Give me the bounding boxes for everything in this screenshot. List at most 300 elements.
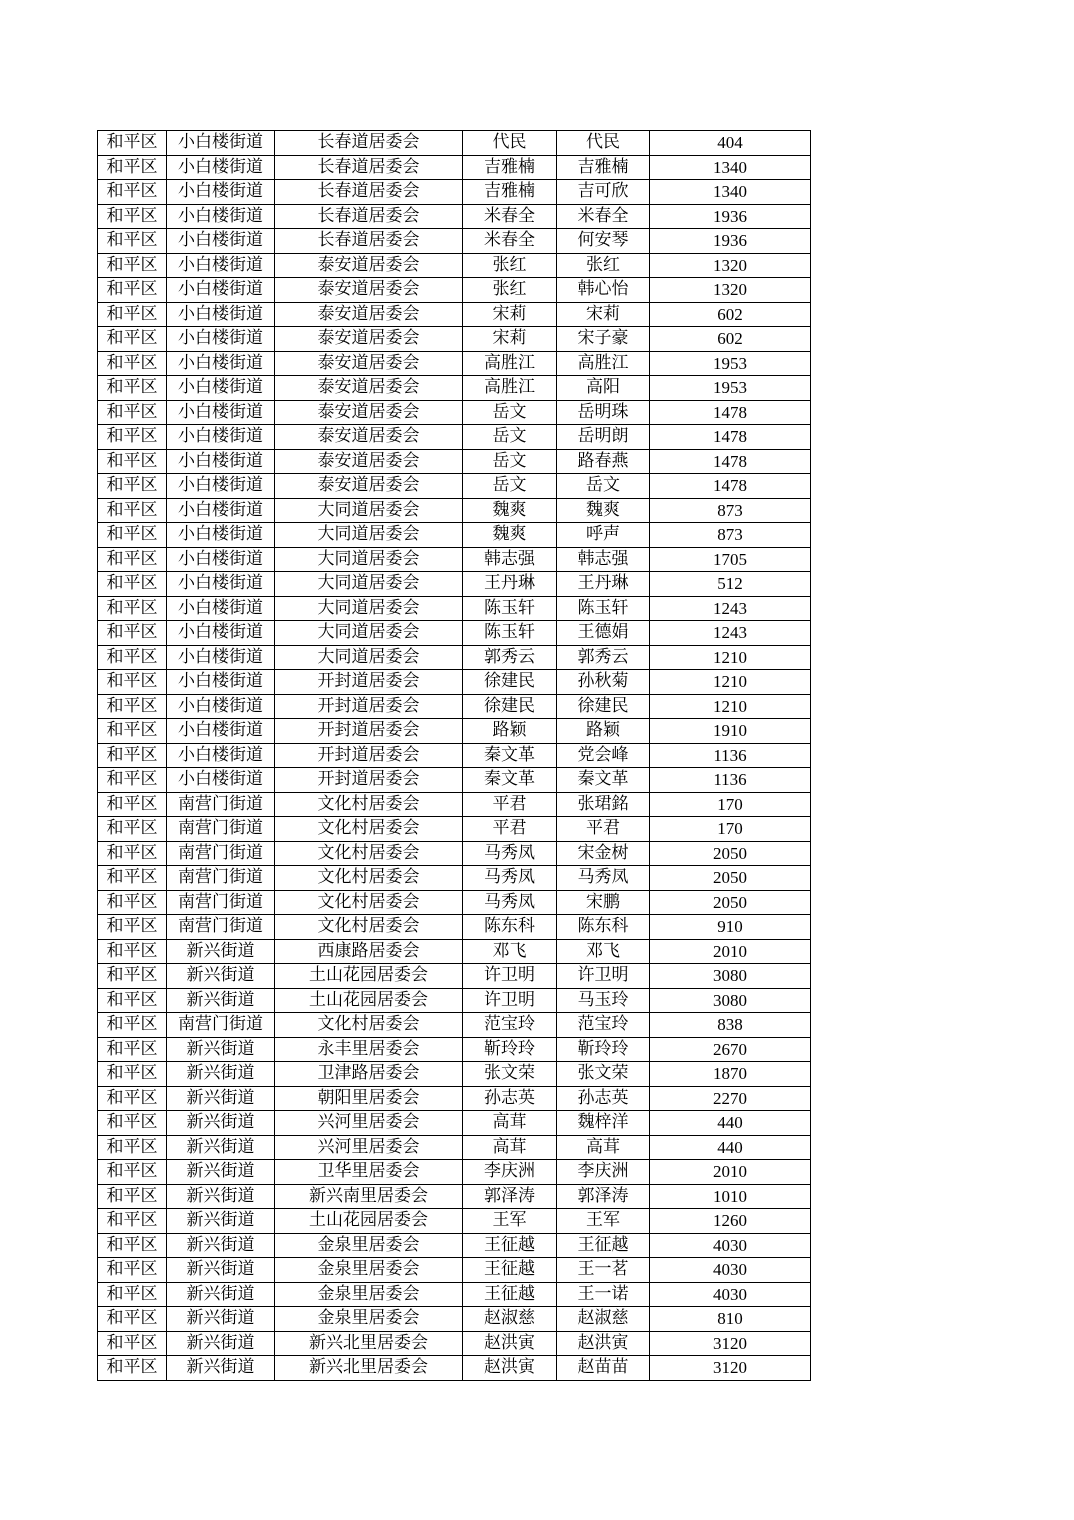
member-cell: 王一茗 <box>557 1258 650 1283</box>
applicant-cell: 范宝玲 <box>463 1013 557 1038</box>
street-cell: 小白楼街道 <box>167 572 275 597</box>
committee-cell: 长春道居委会 <box>275 131 463 156</box>
street-cell: 小白楼街道 <box>167 278 275 303</box>
street-cell: 小白楼街道 <box>167 131 275 156</box>
amount-cell: 2010 <box>650 939 811 964</box>
district-cell: 和平区 <box>98 719 167 744</box>
amount-cell: 440 <box>650 1111 811 1136</box>
amount-cell: 2270 <box>650 1086 811 1111</box>
street-cell: 南营门街道 <box>167 817 275 842</box>
applicant-cell: 张红 <box>463 253 557 278</box>
street-cell: 新兴街道 <box>167 988 275 1013</box>
table-row <box>98 302 811 327</box>
amount-cell: 1320 <box>650 253 811 278</box>
spreadsheet-page <box>97 130 811 1381</box>
amount-cell: 602 <box>650 302 811 327</box>
member-cell: 高茸 <box>557 1135 650 1160</box>
district-cell: 和平区 <box>98 253 167 278</box>
applicant-cell: 吉雅楠 <box>463 180 557 205</box>
committee-cell: 文化村居委会 <box>275 915 463 940</box>
committee-cell: 泰安道居委会 <box>275 253 463 278</box>
district-cell: 和平区 <box>98 1062 167 1087</box>
member-cell: 陈东科 <box>557 915 650 940</box>
amount-cell: 1953 <box>650 351 811 376</box>
committee-cell: 文化村居委会 <box>275 841 463 866</box>
applicant-cell: 陈玉轩 <box>463 596 557 621</box>
table-row <box>98 1111 811 1136</box>
table-row <box>98 694 811 719</box>
applicant-cell: 宋莉 <box>463 302 557 327</box>
district-cell: 和平区 <box>98 694 167 719</box>
table-body <box>98 131 811 1381</box>
district-cell: 和平区 <box>98 1160 167 1185</box>
member-cell: 宋鹏 <box>557 890 650 915</box>
street-cell: 新兴街道 <box>167 1037 275 1062</box>
amount-cell: 170 <box>650 792 811 817</box>
committee-cell: 开封道居委会 <box>275 670 463 695</box>
committee-cell: 文化村居委会 <box>275 890 463 915</box>
district-cell: 和平区 <box>98 498 167 523</box>
member-cell: 高阳 <box>557 376 650 401</box>
applicant-cell: 陈东科 <box>463 915 557 940</box>
committee-cell: 开封道居委会 <box>275 743 463 768</box>
street-cell: 南营门街道 <box>167 890 275 915</box>
district-cell: 和平区 <box>98 425 167 450</box>
street-cell: 新兴街道 <box>167 1331 275 1356</box>
applicant-cell: 邓飞 <box>463 939 557 964</box>
amount-cell: 1260 <box>650 1209 811 1234</box>
applicant-cell: 高胜江 <box>463 351 557 376</box>
member-cell: 米春全 <box>557 204 650 229</box>
amount-cell: 1210 <box>650 645 811 670</box>
applicant-cell: 魏爽 <box>463 498 557 523</box>
member-cell: 党会峰 <box>557 743 650 768</box>
district-cell: 和平区 <box>98 817 167 842</box>
amount-cell: 1320 <box>650 278 811 303</box>
table-row <box>98 229 811 254</box>
district-cell: 和平区 <box>98 400 167 425</box>
committee-cell: 开封道居委会 <box>275 694 463 719</box>
street-cell: 小白楼街道 <box>167 376 275 401</box>
committee-cell: 长春道居委会 <box>275 229 463 254</box>
member-cell: 王征越 <box>557 1233 650 1258</box>
committee-cell: 金泉里居委会 <box>275 1282 463 1307</box>
committee-cell: 土山花园居委会 <box>275 1209 463 1234</box>
district-cell: 和平区 <box>98 180 167 205</box>
member-cell: 马玉玲 <box>557 988 650 1013</box>
member-cell: 路颖 <box>557 719 650 744</box>
street-cell: 小白楼街道 <box>167 719 275 744</box>
table-row <box>98 1184 811 1209</box>
amount-cell: 1243 <box>650 596 811 621</box>
table-row <box>98 890 811 915</box>
committee-cell: 文化村居委会 <box>275 817 463 842</box>
applicant-cell: 宋莉 <box>463 327 557 352</box>
district-cell: 和平区 <box>98 376 167 401</box>
table-row <box>98 278 811 303</box>
applicant-cell: 张红 <box>463 278 557 303</box>
street-cell: 小白楼街道 <box>167 351 275 376</box>
member-cell: 马秀凤 <box>557 866 650 891</box>
table-row <box>98 817 811 842</box>
member-cell: 靳玲玲 <box>557 1037 650 1062</box>
committee-cell: 泰安道居委会 <box>275 474 463 499</box>
data-table <box>97 130 811 1381</box>
applicant-cell: 米春全 <box>463 204 557 229</box>
amount-cell: 1136 <box>650 768 811 793</box>
street-cell: 新兴街道 <box>167 1111 275 1136</box>
committee-cell: 兴河里居委会 <box>275 1111 463 1136</box>
street-cell: 新兴街道 <box>167 1307 275 1332</box>
district-cell: 和平区 <box>98 1086 167 1111</box>
district-cell: 和平区 <box>98 1037 167 1062</box>
member-cell: 代民 <box>557 131 650 156</box>
committee-cell: 泰安道居委会 <box>275 302 463 327</box>
street-cell: 南营门街道 <box>167 841 275 866</box>
district-cell: 和平区 <box>98 547 167 572</box>
street-cell: 小白楼街道 <box>167 596 275 621</box>
amount-cell: 1340 <box>650 180 811 205</box>
amount-cell: 3080 <box>650 964 811 989</box>
applicant-cell: 马秀凤 <box>463 841 557 866</box>
committee-cell: 新兴南里居委会 <box>275 1184 463 1209</box>
amount-cell: 2050 <box>650 890 811 915</box>
amount-cell: 3120 <box>650 1331 811 1356</box>
applicant-cell: 陈玉轩 <box>463 621 557 646</box>
applicant-cell: 岳文 <box>463 425 557 450</box>
table-row <box>98 743 811 768</box>
street-cell: 小白楼街道 <box>167 180 275 205</box>
member-cell: 宋莉 <box>557 302 650 327</box>
amount-cell: 810 <box>650 1307 811 1332</box>
district-cell: 和平区 <box>98 866 167 891</box>
district-cell: 和平区 <box>98 890 167 915</box>
street-cell: 南营门街道 <box>167 915 275 940</box>
member-cell: 孙秋菊 <box>557 670 650 695</box>
table-row <box>98 547 811 572</box>
committee-cell: 开封道居委会 <box>275 719 463 744</box>
member-cell: 陈玉轩 <box>557 596 650 621</box>
district-cell: 和平区 <box>98 1209 167 1234</box>
street-cell: 小白楼街道 <box>167 523 275 548</box>
applicant-cell: 马秀凤 <box>463 866 557 891</box>
committee-cell: 土山花园居委会 <box>275 964 463 989</box>
district-cell: 和平区 <box>98 743 167 768</box>
district-cell: 和平区 <box>98 204 167 229</box>
table-row <box>98 841 811 866</box>
street-cell: 小白楼街道 <box>167 670 275 695</box>
member-cell: 岳文 <box>557 474 650 499</box>
committee-cell: 金泉里居委会 <box>275 1258 463 1283</box>
member-cell: 许卫明 <box>557 964 650 989</box>
committee-cell: 长春道居委会 <box>275 204 463 229</box>
table-row <box>98 351 811 376</box>
member-cell: 邓飞 <box>557 939 650 964</box>
street-cell: 小白楼街道 <box>167 743 275 768</box>
committee-cell: 朝阳里居委会 <box>275 1086 463 1111</box>
amount-cell: 440 <box>650 1135 811 1160</box>
committee-cell: 泰安道居委会 <box>275 400 463 425</box>
table-row <box>98 523 811 548</box>
amount-cell: 1705 <box>650 547 811 572</box>
member-cell: 徐建民 <box>557 694 650 719</box>
committee-cell: 兴河里居委会 <box>275 1135 463 1160</box>
table-row <box>98 1307 811 1332</box>
applicant-cell: 郭泽涛 <box>463 1184 557 1209</box>
table-row <box>98 1282 811 1307</box>
amount-cell: 3120 <box>650 1356 811 1381</box>
amount-cell: 602 <box>650 327 811 352</box>
member-cell: 路春燕 <box>557 449 650 474</box>
member-cell: 韩志强 <box>557 547 650 572</box>
committee-cell: 新兴北里居委会 <box>275 1356 463 1381</box>
district-cell: 和平区 <box>98 1013 167 1038</box>
amount-cell: 4030 <box>650 1258 811 1283</box>
table-row <box>98 1135 811 1160</box>
table-row <box>98 376 811 401</box>
street-cell: 小白楼街道 <box>167 253 275 278</box>
applicant-cell: 魏爽 <box>463 523 557 548</box>
street-cell: 小白楼街道 <box>167 645 275 670</box>
street-cell: 新兴街道 <box>167 964 275 989</box>
applicant-cell: 岳文 <box>463 400 557 425</box>
street-cell: 新兴街道 <box>167 1356 275 1381</box>
district-cell: 和平区 <box>98 302 167 327</box>
amount-cell: 2050 <box>650 841 811 866</box>
applicant-cell: 路颖 <box>463 719 557 744</box>
district-cell: 和平区 <box>98 155 167 180</box>
table-row <box>98 939 811 964</box>
committee-cell: 文化村居委会 <box>275 866 463 891</box>
member-cell: 王军 <box>557 1209 650 1234</box>
street-cell: 新兴街道 <box>167 1282 275 1307</box>
table-row <box>98 1160 811 1185</box>
applicant-cell: 张文荣 <box>463 1062 557 1087</box>
committee-cell: 大同道居委会 <box>275 523 463 548</box>
amount-cell: 1478 <box>650 400 811 425</box>
table-row <box>98 155 811 180</box>
applicant-cell: 王丹琳 <box>463 572 557 597</box>
amount-cell: 1478 <box>650 474 811 499</box>
member-cell: 岳明珠 <box>557 400 650 425</box>
committee-cell: 卫津路居委会 <box>275 1062 463 1087</box>
committee-cell: 泰安道居委会 <box>275 376 463 401</box>
table-row <box>98 1013 811 1038</box>
table-row <box>98 572 811 597</box>
district-cell: 和平区 <box>98 1184 167 1209</box>
district-cell: 和平区 <box>98 523 167 548</box>
committee-cell: 大同道居委会 <box>275 498 463 523</box>
district-cell: 和平区 <box>98 572 167 597</box>
applicant-cell: 郭秀云 <box>463 645 557 670</box>
table-row <box>98 768 811 793</box>
committee-cell: 永丰里居委会 <box>275 1037 463 1062</box>
table-row <box>98 792 811 817</box>
member-cell: 高胜江 <box>557 351 650 376</box>
amount-cell: 1478 <box>650 425 811 450</box>
committee-cell: 长春道居委会 <box>275 180 463 205</box>
street-cell: 南营门街道 <box>167 792 275 817</box>
district-cell: 和平区 <box>98 964 167 989</box>
table-row <box>98 131 811 156</box>
applicant-cell: 王军 <box>463 1209 557 1234</box>
table-row <box>98 327 811 352</box>
street-cell: 小白楼街道 <box>167 474 275 499</box>
applicant-cell: 平君 <box>463 817 557 842</box>
table-row <box>98 204 811 229</box>
district-cell: 和平区 <box>98 1258 167 1283</box>
amount-cell: 170 <box>650 817 811 842</box>
applicant-cell: 秦文革 <box>463 743 557 768</box>
amount-cell: 1243 <box>650 621 811 646</box>
street-cell: 新兴街道 <box>167 1086 275 1111</box>
committee-cell: 金泉里居委会 <box>275 1307 463 1332</box>
applicant-cell: 赵洪寅 <box>463 1331 557 1356</box>
member-cell: 王丹琳 <box>557 572 650 597</box>
applicant-cell: 赵淑慈 <box>463 1307 557 1332</box>
committee-cell: 大同道居委会 <box>275 596 463 621</box>
committee-cell: 大同道居委会 <box>275 621 463 646</box>
district-cell: 和平区 <box>98 621 167 646</box>
applicant-cell: 高茸 <box>463 1111 557 1136</box>
district-cell: 和平区 <box>98 1111 167 1136</box>
committee-cell: 金泉里居委会 <box>275 1233 463 1258</box>
district-cell: 和平区 <box>98 1282 167 1307</box>
district-cell: 和平区 <box>98 596 167 621</box>
member-cell: 范宝玲 <box>557 1013 650 1038</box>
table-row <box>98 1356 811 1381</box>
amount-cell: 3080 <box>650 988 811 1013</box>
district-cell: 和平区 <box>98 131 167 156</box>
member-cell: 张文荣 <box>557 1062 650 1087</box>
member-cell: 张红 <box>557 253 650 278</box>
member-cell: 韩心怡 <box>557 278 650 303</box>
district-cell: 和平区 <box>98 474 167 499</box>
table-row <box>98 621 811 646</box>
table-row <box>98 670 811 695</box>
street-cell: 南营门街道 <box>167 1013 275 1038</box>
applicant-cell: 王征越 <box>463 1282 557 1307</box>
applicant-cell: 米春全 <box>463 229 557 254</box>
table-row <box>98 498 811 523</box>
table-row <box>98 1258 811 1283</box>
amount-cell: 4030 <box>650 1233 811 1258</box>
table-row <box>98 1233 811 1258</box>
committee-cell: 大同道居委会 <box>275 547 463 572</box>
district-cell: 和平区 <box>98 327 167 352</box>
member-cell: 王一诺 <box>557 1282 650 1307</box>
member-cell: 赵淑慈 <box>557 1307 650 1332</box>
amount-cell: 2010 <box>650 1160 811 1185</box>
street-cell: 小白楼街道 <box>167 498 275 523</box>
district-cell: 和平区 <box>98 278 167 303</box>
applicant-cell: 李庆洲 <box>463 1160 557 1185</box>
committee-cell: 泰安道居委会 <box>275 351 463 376</box>
member-cell: 魏爽 <box>557 498 650 523</box>
table-row <box>98 253 811 278</box>
applicant-cell: 高茸 <box>463 1135 557 1160</box>
table-row <box>98 1209 811 1234</box>
applicant-cell: 许卫明 <box>463 964 557 989</box>
applicant-cell: 代民 <box>463 131 557 156</box>
amount-cell: 873 <box>650 523 811 548</box>
table-row <box>98 915 811 940</box>
amount-cell: 1478 <box>650 449 811 474</box>
amount-cell: 2050 <box>650 866 811 891</box>
amount-cell: 2670 <box>650 1037 811 1062</box>
committee-cell: 开封道居委会 <box>275 768 463 793</box>
table-row <box>98 964 811 989</box>
committee-cell: 西康路居委会 <box>275 939 463 964</box>
committee-cell: 大同道居委会 <box>275 572 463 597</box>
district-cell: 和平区 <box>98 229 167 254</box>
amount-cell: 1010 <box>650 1184 811 1209</box>
district-cell: 和平区 <box>98 670 167 695</box>
member-cell: 何安琴 <box>557 229 650 254</box>
district-cell: 和平区 <box>98 915 167 940</box>
applicant-cell: 岳文 <box>463 474 557 499</box>
applicant-cell: 徐建民 <box>463 670 557 695</box>
district-cell: 和平区 <box>98 841 167 866</box>
table-row <box>98 866 811 891</box>
amount-cell: 4030 <box>650 1282 811 1307</box>
amount-cell: 1210 <box>650 694 811 719</box>
table-row <box>98 474 811 499</box>
street-cell: 新兴街道 <box>167 1135 275 1160</box>
amount-cell: 1870 <box>650 1062 811 1087</box>
member-cell: 孙志英 <box>557 1086 650 1111</box>
district-cell: 和平区 <box>98 1135 167 1160</box>
table-row <box>98 645 811 670</box>
applicant-cell: 吉雅楠 <box>463 155 557 180</box>
street-cell: 小白楼街道 <box>167 621 275 646</box>
member-cell: 郭泽涛 <box>557 1184 650 1209</box>
amount-cell: 838 <box>650 1013 811 1038</box>
table-row <box>98 719 811 744</box>
member-cell: 魏梓洋 <box>557 1111 650 1136</box>
committee-cell: 泰安道居委会 <box>275 449 463 474</box>
member-cell: 呼声 <box>557 523 650 548</box>
applicant-cell: 韩志强 <box>463 547 557 572</box>
member-cell: 吉可欣 <box>557 180 650 205</box>
committee-cell: 泰安道居委会 <box>275 327 463 352</box>
table-row <box>98 180 811 205</box>
street-cell: 新兴街道 <box>167 1209 275 1234</box>
street-cell: 小白楼街道 <box>167 768 275 793</box>
member-cell: 郭秀云 <box>557 645 650 670</box>
street-cell: 新兴街道 <box>167 1062 275 1087</box>
district-cell: 和平区 <box>98 645 167 670</box>
street-cell: 新兴街道 <box>167 1233 275 1258</box>
amount-cell: 404 <box>650 131 811 156</box>
member-cell: 秦文革 <box>557 768 650 793</box>
amount-cell: 1953 <box>650 376 811 401</box>
street-cell: 小白楼街道 <box>167 449 275 474</box>
committee-cell: 长春道居委会 <box>275 155 463 180</box>
district-cell: 和平区 <box>98 988 167 1013</box>
district-cell: 和平区 <box>98 351 167 376</box>
member-cell: 王德娟 <box>557 621 650 646</box>
applicant-cell: 王征越 <box>463 1258 557 1283</box>
amount-cell: 512 <box>650 572 811 597</box>
committee-cell: 新兴北里居委会 <box>275 1331 463 1356</box>
district-cell: 和平区 <box>98 939 167 964</box>
committee-cell: 卫华里居委会 <box>275 1160 463 1185</box>
amount-cell: 873 <box>650 498 811 523</box>
street-cell: 小白楼街道 <box>167 400 275 425</box>
member-cell: 吉雅楠 <box>557 155 650 180</box>
applicant-cell: 岳文 <box>463 449 557 474</box>
